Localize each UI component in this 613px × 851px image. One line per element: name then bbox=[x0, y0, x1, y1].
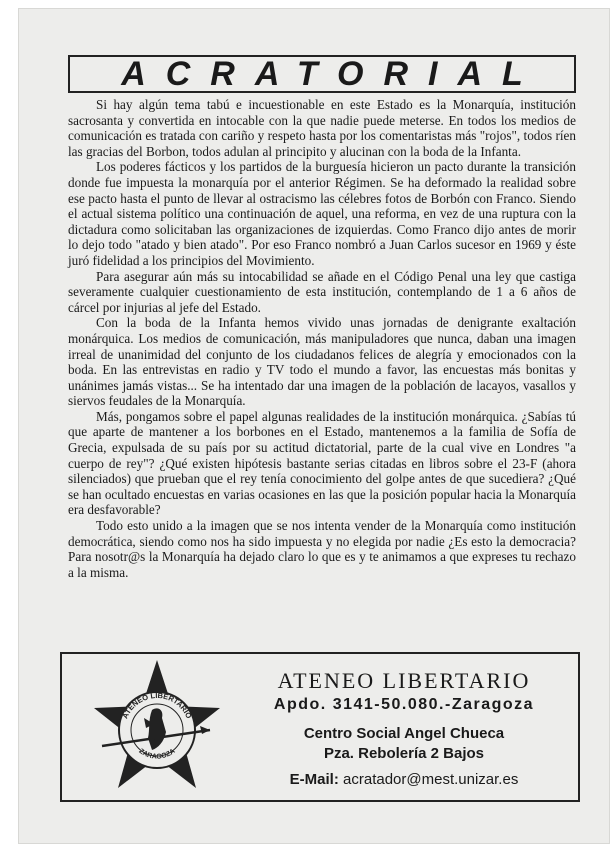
org-name: ATENEO LIBERTARIO bbox=[277, 668, 531, 693]
centre-info bbox=[244, 724, 564, 764]
paragraph: Si hay algún tema tabú e incuestionable en este Estado es la Monarquía, institución sacrosanta y convertida en intocable con la que nadie puede meterse. En todos los medios de comunicación es tratada con cariño y respeto hasta por los comentaristas más "rojos", todos ríen las gracias del Borbon, todos adulan al principito y alucinan con la boda de la Infanta. bbox=[68, 97, 576, 159]
logo-bottom-text: ZARAGOZA bbox=[137, 747, 177, 761]
centre-name: Centro Social Angel Chueca bbox=[303, 725, 505, 742]
paragraph: Los poderes fácticos y los partidos de la burguesía hicieron un pacto durante la transición donde fue impuesta la monarquía por el anterior Régimen. Se ha deformado la realidad sobre ese pacto hasta el punto de llevar al ostracismo las célebres fotos de Borbón con Franco. Siendo el actual sistema político una continuación de aquel, una reforma, en vez de una ruptura con la dictadura como solicitaban las organizaciones de izquierdas. Como Franco dijo antes de morir lo dejo todo "atado y bien atado". Por eso Franco nombró a Juan Carlos sucesor en 1969 y éste juró fidelidad a los principios del Movimiento. bbox=[68, 159, 576, 268]
ateneo-logo bbox=[92, 658, 222, 798]
article-body bbox=[68, 97, 576, 580]
paragraph: Con la boda de la Infanta hemos vivido unas jornadas de denigrante exaltación monárquica. Los medios de comunicación, más manipuladores que nunca, daban una imagen irreal de unanimidad del conjunto de los ciudadanos felices de alegría y emocionados con la boda. En las entrevistas en radio y TV todo el mundo a favor, las encuestas más bonitas y unánimes jamás vistas... Se ha intentado dar una imagen de la población de lacayos, vasallos y siervos feudales de la Monarquía. bbox=[68, 315, 576, 409]
logo-top-text: ATENEO LIBERTARIO bbox=[120, 690, 194, 720]
email-label: E-Mail: bbox=[289, 771, 339, 788]
email-address[interactable]: acratador@mest.unizar.es bbox=[343, 771, 519, 788]
paragraph: Para asegurar aún más su intocabilidad se añade en el Código Penal una ley que castiga severamente cualquier cuestionamiento de esta institución, contemplando de 1 a 6 años de cárcel por injurias al jefe del Estado. bbox=[68, 268, 576, 315]
postal-address: Apdo. 3141-50.080.-Zaragoza bbox=[273, 696, 535, 713]
paragraph: Todo esto unido a la imagen que se nos intenta vender de la Monarquía como institución democrática, siendo como nos ha sido impuesta y no elegida por nadie ¿Es esto la democracia? Para nosotr@s la Monarquía ha dejado claro lo que es y te animamos a que expreses tu rechazo a la misma. bbox=[68, 518, 576, 580]
contact-box bbox=[60, 652, 580, 802]
email-line bbox=[244, 771, 564, 788]
centre-address: Pza. Rebolería 2 Bajos bbox=[323, 745, 485, 762]
title-banner bbox=[68, 55, 576, 93]
page-title: ACRATORIAL bbox=[121, 54, 543, 93]
paragraph: Más, pongamos sobre el papel algunas realidades de la institución monárquica. ¿Sabías tú que aparte de mantener a los borbones en el Estado, mantenemos a la familia de Sofía de Grecia, expulsada de su país por su actitud dictatorial, parte de la cual vive en Londres "a cuerpo de rey"? ¿Qué existen hipótesis bastante serias citadas en libros sobre el 23-F (ahora silenciados) que prueban que el rey tenía conocimiento del golpe antes de que sucediera? ¿Qué se han ocultado encuestas en varias ocasiones en las que la posición popular hacia la Monarquía era desfavorable? bbox=[68, 408, 576, 518]
